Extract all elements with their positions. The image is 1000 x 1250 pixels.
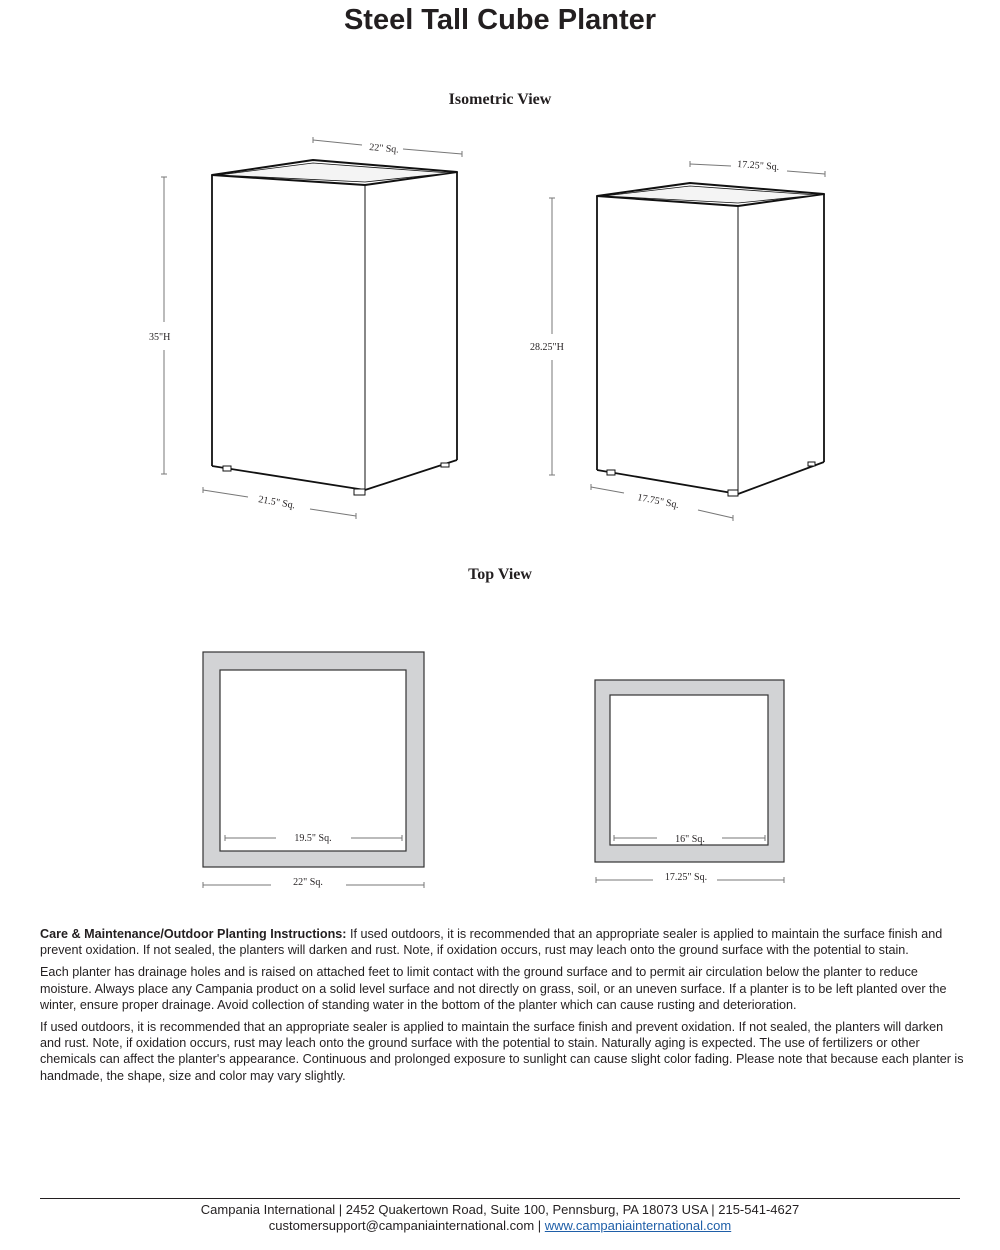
footer-divider: [40, 1198, 960, 1199]
small-base-dimension-label: 17.75" Sq.: [636, 492, 680, 511]
small-outer-dimension-label: 17.25" Sq.: [664, 872, 708, 883]
top-view-heading: Top View: [468, 566, 532, 583]
small-planter-isometric: [530, 159, 825, 521]
small-height-dimension-label: 28.25"H: [530, 342, 564, 353]
small-planter-top-view: [595, 680, 784, 883]
small-inner-dimension-label: 16" Sq.: [675, 834, 705, 845]
page-title: Steel Tall Cube Planter: [343, 4, 657, 36]
footer: [0, 1202, 1000, 1234]
care-paragraph-1: [40, 926, 965, 958]
small-height-dimension: [549, 198, 555, 475]
large-box-outline: [212, 160, 457, 490]
footer-contact: [0, 1218, 1000, 1234]
large-outer-dimension-label: 22" Sq.: [293, 877, 323, 888]
care-paragraph-3: If used outdoors, it is recommended that an appropriate sealer is applied to maintain the surface finish and prevent oxidation. If not sealed, the planters will darken and rust. Note, if oxidation occurs, rust may leach onto the ground surface with the potential to stain. Naturally aging is expected. The use of fertilizers or other chemicals can affect the planter's appearance. Continuous and prolonged exposure to sunlight can cause slight color fading. Please note that because each planter is handmade, the shape, size and color may vary slightly.: [40, 1020, 964, 1083]
footer-address: Campania International | 2452 Quakertown Road, Suite 100, Pennsburg, PA 18073 USA | 215-541-4627: [200, 1202, 800, 1217]
isometric-view-heading: Isometric View: [448, 91, 552, 108]
small-top-inner-square: [610, 695, 768, 845]
large-height-dimension: [161, 177, 167, 474]
large-base-dimension-label: 21.5" Sq.: [257, 494, 296, 512]
small-feet: [607, 462, 815, 496]
care-instructions: [40, 926, 965, 1090]
large-top-dimension-label: 22" Sq.: [368, 142, 400, 156]
large-inner-dimension-label: 19.5" Sq.: [294, 833, 332, 844]
large-feet: [223, 463, 449, 495]
care-heading: Care & Maintenance/Outdoor Planting Instructions:: [40, 927, 347, 941]
large-planter-top-view: [203, 652, 424, 888]
small-box-outline: [597, 183, 824, 494]
large-planter-isometric: [149, 137, 462, 519]
care-paragraph-2: Each planter has drainage holes and is raised on attached feet to limit contact with the ground surface and to permit air circulation below the planter to reduce moisture. Always place any Campania product on a solid level surface and not directly on grass, soil, or an uneven surface. If a planter is to be left planted over the winter, ensure proper drainage. Avoid collection of standing water in the bottom of the planter which can cause rusting and deterioration.: [40, 965, 947, 1012]
large-top-inner-square: [220, 670, 406, 851]
footer-website-link[interactable]: www.campaniainternational.com: [544, 1218, 732, 1233]
care-paragraph-1-text: If used outdoors, it is recommended that an appropriate sealer is applied to maintain the surface finish and prevent oxidation. If not sealed, the planters will darken and rust. Note, if oxidation occurs, rust may leach onto the ground surface with the potential to stain.: [40, 927, 943, 958]
small-top-dimension-label: 17.25" Sq.: [736, 159, 780, 173]
footer-email[interactable]: customersupport@campaniainternational.com: [268, 1218, 535, 1233]
large-height-dimension-label: 35"H: [149, 332, 171, 343]
footer-separator: |: [534, 1218, 545, 1233]
